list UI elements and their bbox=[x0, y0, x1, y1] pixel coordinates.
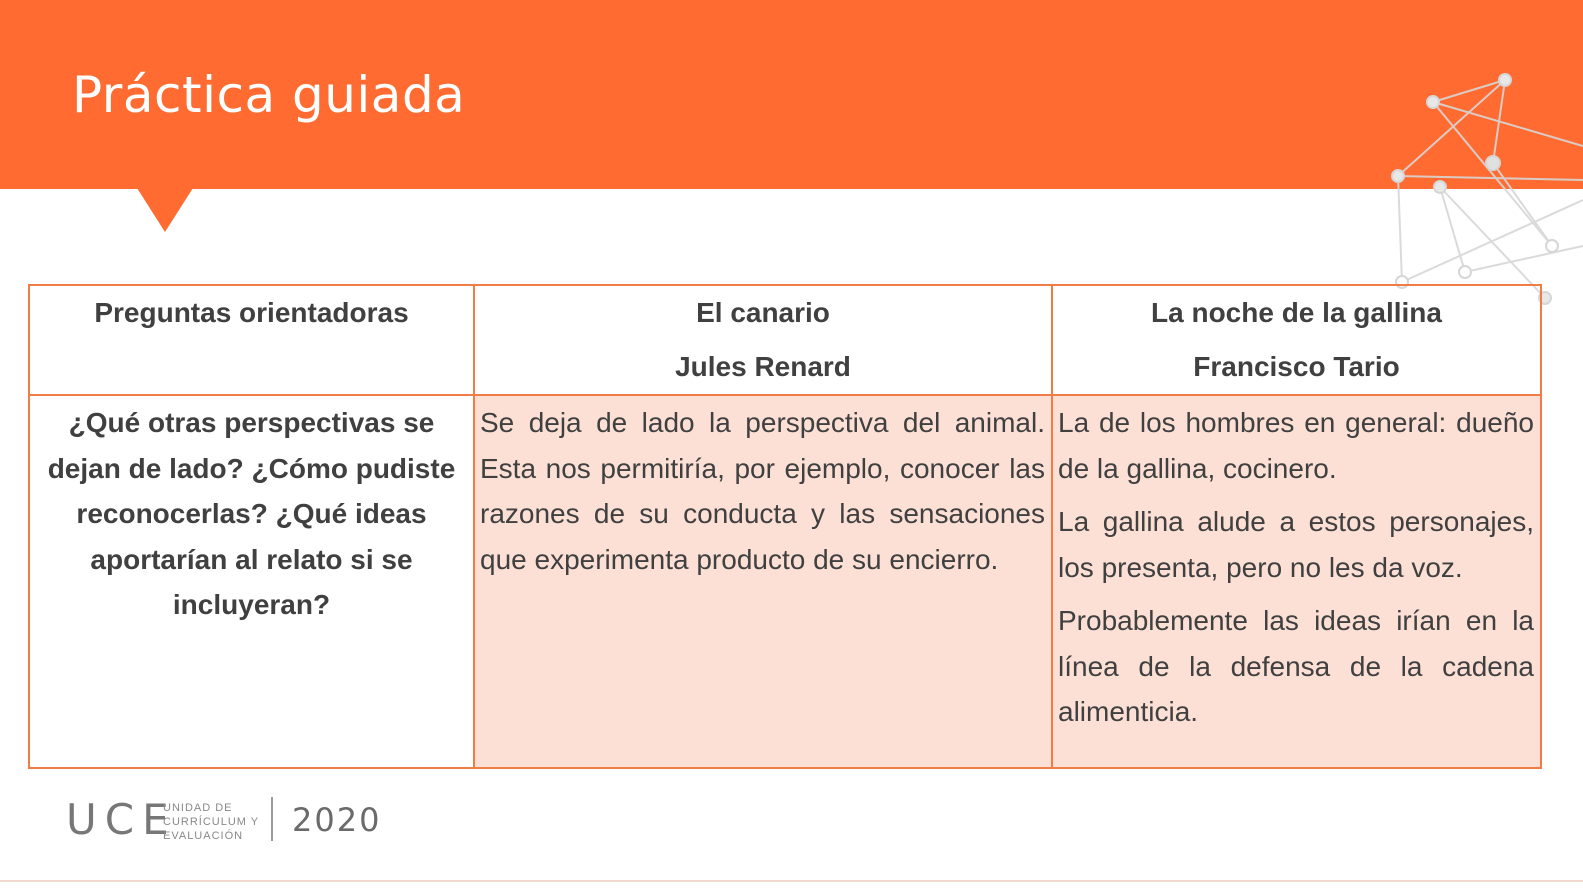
uce-logo-subtitle bbox=[163, 801, 259, 843]
network-decoration-icon bbox=[1380, 60, 1583, 320]
uce-sub-line-1: UNIDAD DE bbox=[163, 802, 233, 814]
gallina-answer-paragraph-3: Probablemente las ideas irían en la línea de la defensa de la cadena alimenticia. bbox=[1058, 605, 1534, 727]
header-el-canario bbox=[474, 285, 1052, 395]
header-preguntas bbox=[29, 285, 474, 395]
header-canario-title: El canario bbox=[696, 297, 830, 328]
header-pointer-triangle bbox=[137, 188, 193, 232]
footer-year: 2020 bbox=[292, 801, 382, 839]
gallina-answer-paragraph-2: La gallina alude a estos personajes, los presenta, pero no les da voz. bbox=[1058, 506, 1534, 583]
gallina-answer-paragraph-1: La de los hombres en general: dueño de la gallina, cocinero. bbox=[1058, 407, 1534, 484]
footer-divider bbox=[271, 797, 273, 841]
gallina-answer-cell bbox=[1052, 395, 1541, 768]
slide-title: Práctica guiada bbox=[72, 66, 466, 124]
header-preguntas-label: Preguntas orientadoras bbox=[94, 297, 409, 328]
header-gallina-title: La noche de la gallina bbox=[1151, 297, 1442, 328]
uce-logo: UCE bbox=[66, 795, 177, 844]
question-cell: ¿Qué otras perspectivas se dejan de lado? ¿Cómo pudiste reconocerlas? ¿Qué ideas aportarían al relato si se incluyeran? bbox=[29, 395, 474, 768]
canario-answer-cell bbox=[474, 395, 1052, 768]
header-gallina-author: Francisco Tario bbox=[1193, 351, 1400, 382]
bottom-rule bbox=[0, 880, 1583, 882]
table-row bbox=[29, 395, 1541, 768]
table-header-row bbox=[29, 285, 1541, 395]
header-canario-author: Jules Renard bbox=[675, 351, 851, 382]
uce-sub-line-3: EVALUACIÓN bbox=[163, 830, 244, 842]
header-la-noche-de-la-gallina bbox=[1052, 285, 1541, 395]
comparison-table bbox=[28, 284, 1540, 769]
uce-sub-line-2: CURRÍCULUM Y bbox=[163, 816, 260, 828]
canario-answer-paragraph: Se deja de lado la perspectiva del animal. Esta nos permitiría, por ejemplo, conocer las razones de su conducta y las sensaciones que experimenta producto de su encierro. bbox=[480, 407, 1045, 575]
